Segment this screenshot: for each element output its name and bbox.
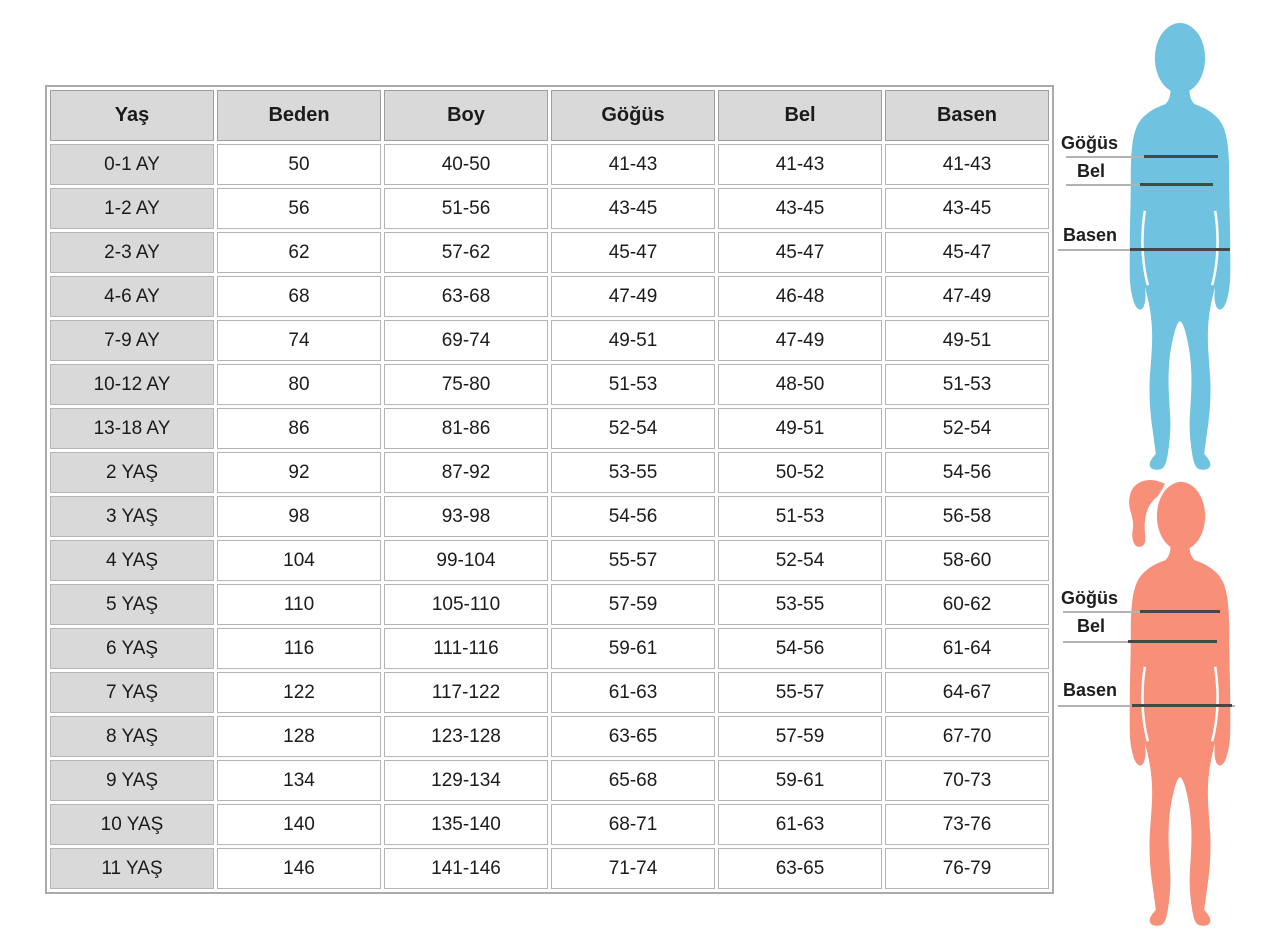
adult-hip-label: Basen [1062, 225, 1117, 245]
measure-cell: 74 [217, 320, 381, 361]
header-age: Yaş [50, 90, 214, 141]
age-cell: 2-3 AY [50, 232, 214, 273]
adult-waist-measure-line [1140, 183, 1213, 186]
age-cell: 10-12 AY [50, 364, 214, 405]
measure-cell: 47-49 [885, 276, 1049, 317]
measure-cell: 141-146 [384, 848, 548, 889]
measure-cell: 69-74 [384, 320, 548, 361]
measure-cell: 41-43 [718, 144, 882, 185]
measure-cell: 110 [217, 584, 381, 625]
adult-hip-measure-line [1130, 248, 1230, 251]
measure-cell: 54-56 [718, 628, 882, 669]
header-waist: Bel [718, 90, 882, 141]
measure-cell: 104 [217, 540, 381, 581]
measure-cell: 45-47 [718, 232, 882, 273]
measure-cell: 65-68 [551, 760, 715, 801]
table-row [50, 408, 1049, 449]
measure-cell: 56 [217, 188, 381, 229]
measure-cell: 55-57 [551, 540, 715, 581]
measure-cell: 57-62 [384, 232, 548, 273]
child-waist-measure-line [1128, 640, 1217, 643]
age-cell: 13-18 AY [50, 408, 214, 449]
measure-cell: 45-47 [551, 232, 715, 273]
measure-cell: 134 [217, 760, 381, 801]
header-height: Boy [384, 90, 548, 141]
measure-cell: 41-43 [885, 144, 1049, 185]
adult-female-silhouette [1112, 20, 1248, 472]
measure-cell: 61-63 [718, 804, 882, 845]
adult-chest-measure-line [1144, 155, 1218, 158]
measure-cell: 60-62 [885, 584, 1049, 625]
measure-cell: 129-134 [384, 760, 548, 801]
measure-cell: 55-57 [718, 672, 882, 713]
table-body [50, 144, 1049, 889]
measure-cell: 41-43 [551, 144, 715, 185]
measure-cell: 47-49 [718, 320, 882, 361]
measure-cell: 63-65 [551, 716, 715, 757]
adult-waist-label: Bel [1076, 161, 1105, 181]
measure-cell: 98 [217, 496, 381, 537]
measure-cell: 51-56 [384, 188, 548, 229]
measure-cell: 146 [217, 848, 381, 889]
age-cell: 8 YAŞ [50, 716, 214, 757]
measure-cell: 93-98 [384, 496, 548, 537]
header-hip: Basen [885, 90, 1049, 141]
table-row [50, 320, 1049, 361]
measure-cell: 64-67 [885, 672, 1049, 713]
measure-cell: 68-71 [551, 804, 715, 845]
child-waist-label: Bel [1076, 616, 1105, 636]
measure-cell: 105-110 [384, 584, 548, 625]
table-row [50, 540, 1049, 581]
measure-cell: 62 [217, 232, 381, 273]
age-cell: 11 YAŞ [50, 848, 214, 889]
table-row [50, 584, 1049, 625]
measure-cell: 58-60 [885, 540, 1049, 581]
measure-cell: 59-61 [718, 760, 882, 801]
measure-cell: 49-51 [718, 408, 882, 449]
measure-cell: 53-55 [718, 584, 882, 625]
size-table [45, 85, 1054, 894]
measure-cell: 53-55 [551, 452, 715, 493]
measure-cell: 76-79 [885, 848, 1049, 889]
measure-cell: 43-45 [718, 188, 882, 229]
child-chest-label: Göğüs [1061, 588, 1118, 608]
age-cell: 3 YAŞ [50, 496, 214, 537]
measure-cell: 87-92 [384, 452, 548, 493]
measure-cell: 70-73 [885, 760, 1049, 801]
measure-cell: 50-52 [718, 452, 882, 493]
measure-cell: 52-54 [718, 540, 882, 581]
measure-cell: 68 [217, 276, 381, 317]
measure-cell: 86 [217, 408, 381, 449]
measure-cell: 43-45 [551, 188, 715, 229]
age-cell: 10 YAŞ [50, 804, 214, 845]
measure-cell: 43-45 [885, 188, 1049, 229]
child-female-silhouette [1112, 476, 1248, 928]
measure-cell: 50 [217, 144, 381, 185]
age-cell: 7 YAŞ [50, 672, 214, 713]
table-row [50, 452, 1049, 493]
measure-cell: 73-76 [885, 804, 1049, 845]
age-cell: 7-9 AY [50, 320, 214, 361]
table-row [50, 672, 1049, 713]
measure-cell: 40-50 [384, 144, 548, 185]
measure-cell: 47-49 [551, 276, 715, 317]
measure-cell: 52-54 [551, 408, 715, 449]
table-row [50, 144, 1049, 185]
measure-cell: 117-122 [384, 672, 548, 713]
table-row [50, 276, 1049, 317]
measure-cell: 54-56 [885, 452, 1049, 493]
measure-cell: 61-64 [885, 628, 1049, 669]
measure-cell: 75-80 [384, 364, 548, 405]
table-row [50, 232, 1049, 273]
measure-cell: 63-65 [718, 848, 882, 889]
measure-cell: 116 [217, 628, 381, 669]
measure-cell: 80 [217, 364, 381, 405]
measure-cell: 123-128 [384, 716, 548, 757]
measure-cell: 122 [217, 672, 381, 713]
age-cell: 1-2 AY [50, 188, 214, 229]
table-row [50, 848, 1049, 889]
measure-cell: 63-68 [384, 276, 548, 317]
measure-cell: 67-70 [885, 716, 1049, 757]
measure-cell: 99-104 [384, 540, 548, 581]
child-hip-label: Basen [1062, 680, 1117, 700]
header-chest: Göğüs [551, 90, 715, 141]
age-cell: 6 YAŞ [50, 628, 214, 669]
measure-cell: 45-47 [885, 232, 1049, 273]
measure-cell: 57-59 [551, 584, 715, 625]
table-row [50, 496, 1049, 537]
age-cell: 5 YAŞ [50, 584, 214, 625]
measure-cell: 46-48 [718, 276, 882, 317]
adult-chest-label: Göğüs [1061, 133, 1118, 153]
table-row [50, 716, 1049, 757]
measure-cell: 61-63 [551, 672, 715, 713]
measure-cell: 92 [217, 452, 381, 493]
age-cell: 2 YAŞ [50, 452, 214, 493]
table-header [50, 90, 1049, 141]
table-row [50, 628, 1049, 669]
measure-cell: 128 [217, 716, 381, 757]
table-row [50, 760, 1049, 801]
measure-cell: 54-56 [551, 496, 715, 537]
child-chest-measure-line [1140, 610, 1220, 613]
table-row [50, 804, 1049, 845]
table-row [50, 364, 1049, 405]
measure-cell: 71-74 [551, 848, 715, 889]
measure-cell: 49-51 [551, 320, 715, 361]
age-cell: 0-1 AY [50, 144, 214, 185]
table-row [50, 188, 1049, 229]
measure-cell: 140 [217, 804, 381, 845]
measure-cell: 135-140 [384, 804, 548, 845]
measure-cell: 51-53 [718, 496, 882, 537]
age-cell: 4 YAŞ [50, 540, 214, 581]
measure-cell: 57-59 [718, 716, 882, 757]
age-cell: 4-6 AY [50, 276, 214, 317]
measure-cell: 48-50 [718, 364, 882, 405]
measure-cell: 49-51 [885, 320, 1049, 361]
age-cell: 9 YAŞ [50, 760, 214, 801]
header-row [50, 90, 1049, 141]
measure-cell: 52-54 [885, 408, 1049, 449]
measure-cell: 51-53 [551, 364, 715, 405]
measure-cell: 51-53 [885, 364, 1049, 405]
measure-cell: 81-86 [384, 408, 548, 449]
measure-cell: 111-116 [384, 628, 548, 669]
measure-cell: 59-61 [551, 628, 715, 669]
header-size: Beden [217, 90, 381, 141]
child-hip-measure-line [1132, 704, 1232, 707]
measure-cell: 56-58 [885, 496, 1049, 537]
